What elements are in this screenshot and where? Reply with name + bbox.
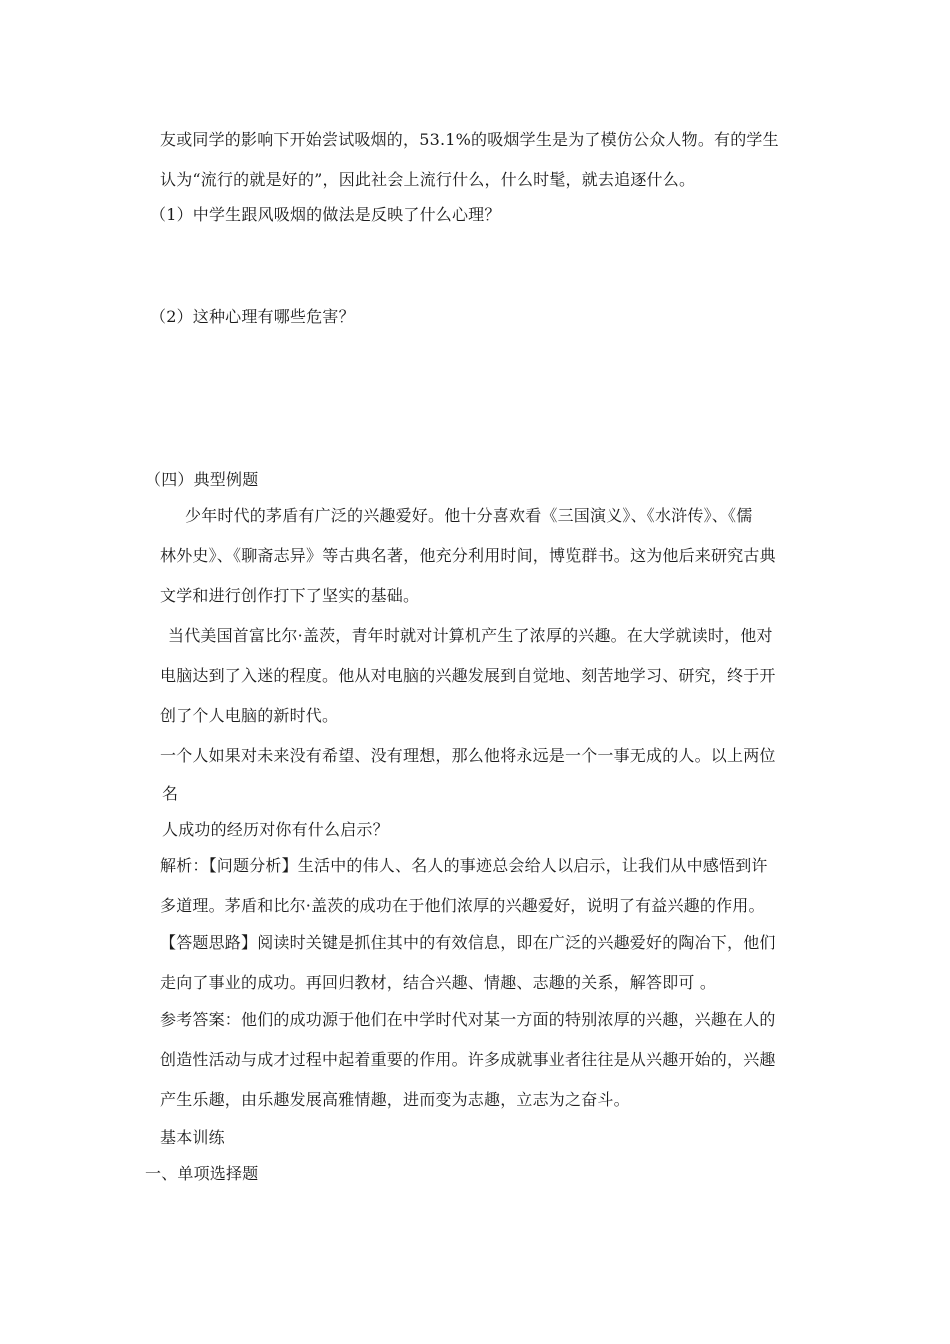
example-p3-line-3: 人成功的经历对你有什么启示？ <box>162 820 389 839</box>
intro-line-1: 友或同学的影响下开始尝试吸烟的，53.1%的吸烟学生是为了模仿公众人物。有的学生 <box>160 130 779 149</box>
example-p2-line-2: 电脑达到了入迷的程度。他从对电脑的兴趣发展到自觉地、刻苦地学习、研究，终于开 <box>160 666 776 685</box>
example-p1-line-2: 林外史》、《聊斋志异》等古典名著，他充分利用时间，博览群书。这为他后来研究古典 <box>160 546 776 565</box>
answer-line-3: 产生乐趣，由乐趣发展高雅情趣，进而变为志趣，立志为之奋斗。 <box>160 1090 630 1109</box>
analysis-line-2: 多道理。茅盾和比尔·盖茨的成功在于他们浓厚的兴趣爱好，说明了有益兴趣的作用。 <box>160 896 765 915</box>
intro-line-2: 认为“流行的就是好的”，因此社会上流行什么，什么时髦，就去追逐什么。 <box>160 170 696 189</box>
example-p3-line-2: 名 <box>162 784 179 803</box>
example-heading: （四）典型例题 <box>145 470 259 489</box>
example-p2-line-1: 当代美国首富比尔·盖茨，青年时就对计算机产生了浓厚的兴趣。在大学就读时，他对 <box>168 626 773 645</box>
analysis-line-3: 【答题思路】阅读时关键是抓住其中的有效信息，即在广泛的兴趣爱好的陶冶下，他们 <box>160 933 776 952</box>
question-2: （2）这种心理有哪些危害？ <box>150 307 355 326</box>
training-subheading: 一、单项选择题 <box>145 1164 259 1183</box>
example-p2-line-3: 创了个人电脑的新时代。 <box>160 706 339 725</box>
answer-line-2: 创造性活动与成才过程中起着重要的作用。许多成就事业者往往是从兴趣开始的，兴趣 <box>160 1050 776 1069</box>
question-1: （1）中学生跟风吸烟的做法是反映了什么心理？ <box>150 205 501 224</box>
analysis-line-4: 走向了事业的成功。再回归教材，结合兴趣、情趣、志趣的关系，解答即可 。 <box>160 973 717 992</box>
example-p1-line-1: 少年时代的茅盾有广泛的兴趣爱好。他十分喜欢看《三国演义》、《水浒传》、《儒 <box>185 506 753 525</box>
example-p3-line-1: 一个人如果对未来没有希望、没有理想，那么他将永远是一个一事无成的人。以上两位 <box>160 746 776 765</box>
analysis-line-1: 解析：【问题分析】生活中的伟人、名人的事迹总会给人以启示，让我们从中感悟到许 <box>160 856 768 875</box>
training-heading: 基本训练 <box>160 1128 225 1147</box>
answer-line-1: 参考答案：他们的成功源于他们在中学时代对某一方面的特别浓厚的兴趣，兴趣在人的 <box>160 1010 776 1029</box>
example-p1-line-3: 文学和进行创作打下了坚实的基础。 <box>160 586 420 605</box>
